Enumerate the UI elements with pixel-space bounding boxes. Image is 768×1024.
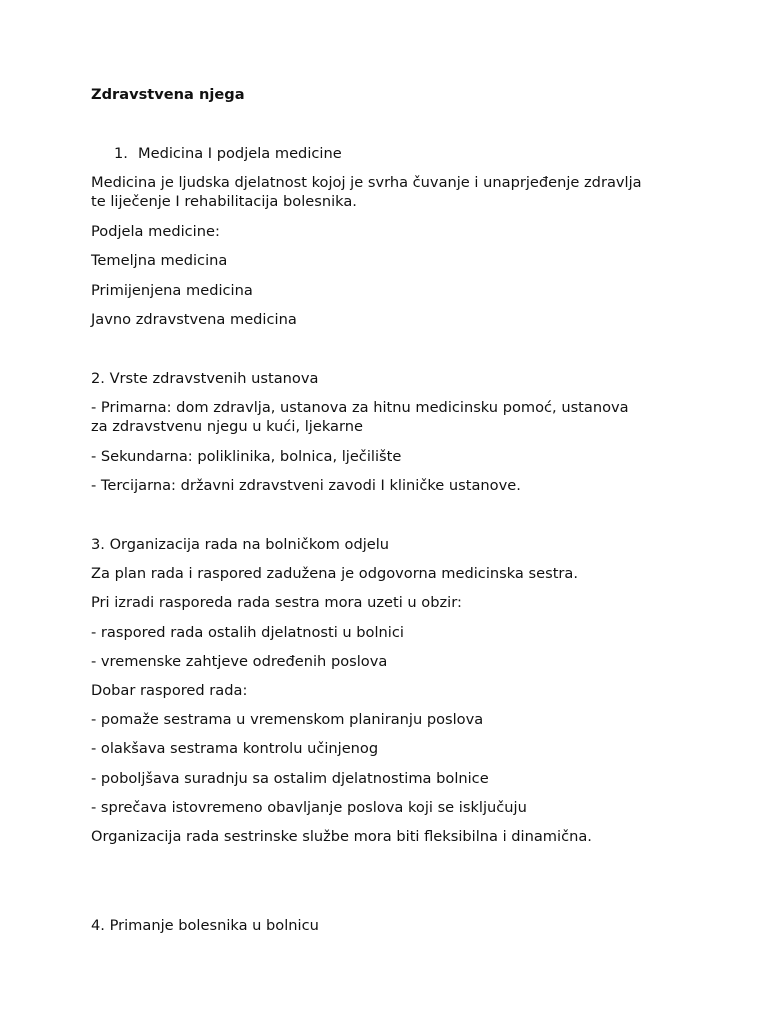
benefit-item: - poboljšava suradnju sa ostalim djelatnostima bolnice — [91, 770, 489, 787]
tertiary-institutions: - Tercijarna: državni zdravstveni zavodi I kliničke ustanove. — [91, 477, 521, 494]
section-3-heading: 3. Organizacija rada na bolničkom odjelu — [91, 536, 390, 553]
section-1-heading-text: Medicina I podjela medicine — [138, 145, 342, 162]
section-2-heading: 2. Vrste zdravstvenih ustanova — [91, 370, 319, 387]
benefit-item: - sprečava istovremeno obavljanje poslova koji se isključuju — [91, 799, 527, 816]
primary-institutions-line-1: - Primarna: dom zdravlja, ustanova za hitnu medicinsku pomoć, ustanova — [91, 399, 629, 416]
benefit-item: - olakšava sestrama kontrolu učinjenog — [91, 740, 379, 757]
primary-institutions-line-2: za zdravstvenu njegu u kući, ljekarne — [91, 418, 363, 435]
section-4-heading: 4. Primanje bolesnika u bolnicu — [91, 917, 319, 934]
section-3-conclusion: Organizacija rada sestrinske službe mora biti fleksibilna i dinamična. — [91, 828, 592, 845]
section-1-paragraph-line-1: Medicina je ljudska djelatnost kojoj je svrha čuvanje i unaprjeđenje zdravlja — [91, 174, 642, 191]
division-label: Podjela medicine: — [91, 223, 220, 240]
division-item: Primijenjena medicina — [91, 282, 253, 299]
section-3-paragraph-1: Za plan rada i raspored zadužena je odgovorna medicinska sestra. — [91, 565, 579, 582]
division-item: Javno zdravstvena medicina — [91, 311, 297, 328]
section-1-number: 1. — [114, 145, 128, 162]
division-item: Temeljna medicina — [91, 252, 228, 269]
section-1-paragraph-line-2: te liječenje I rehabilitacija bolesnika. — [91, 193, 357, 210]
secondary-institutions: - Sekundarna: poliklinika, bolnica, lječilište — [91, 448, 402, 465]
document-title: Zdravstvena njega — [91, 86, 245, 103]
good-schedule-label: Dobar raspored rada: — [91, 682, 248, 699]
section-1-heading — [114, 144, 342, 163]
section-3-paragraph-2: Pri izradi rasporeda rada sestra mora uzeti u obzir: — [91, 594, 462, 611]
consideration-item: - raspored rada ostalih djelatnosti u bolnici — [91, 624, 404, 641]
benefit-item: - pomaže sestrama u vremenskom planiranju poslova — [91, 711, 484, 728]
consideration-item: - vremenske zahtjeve određenih poslova — [91, 653, 388, 670]
